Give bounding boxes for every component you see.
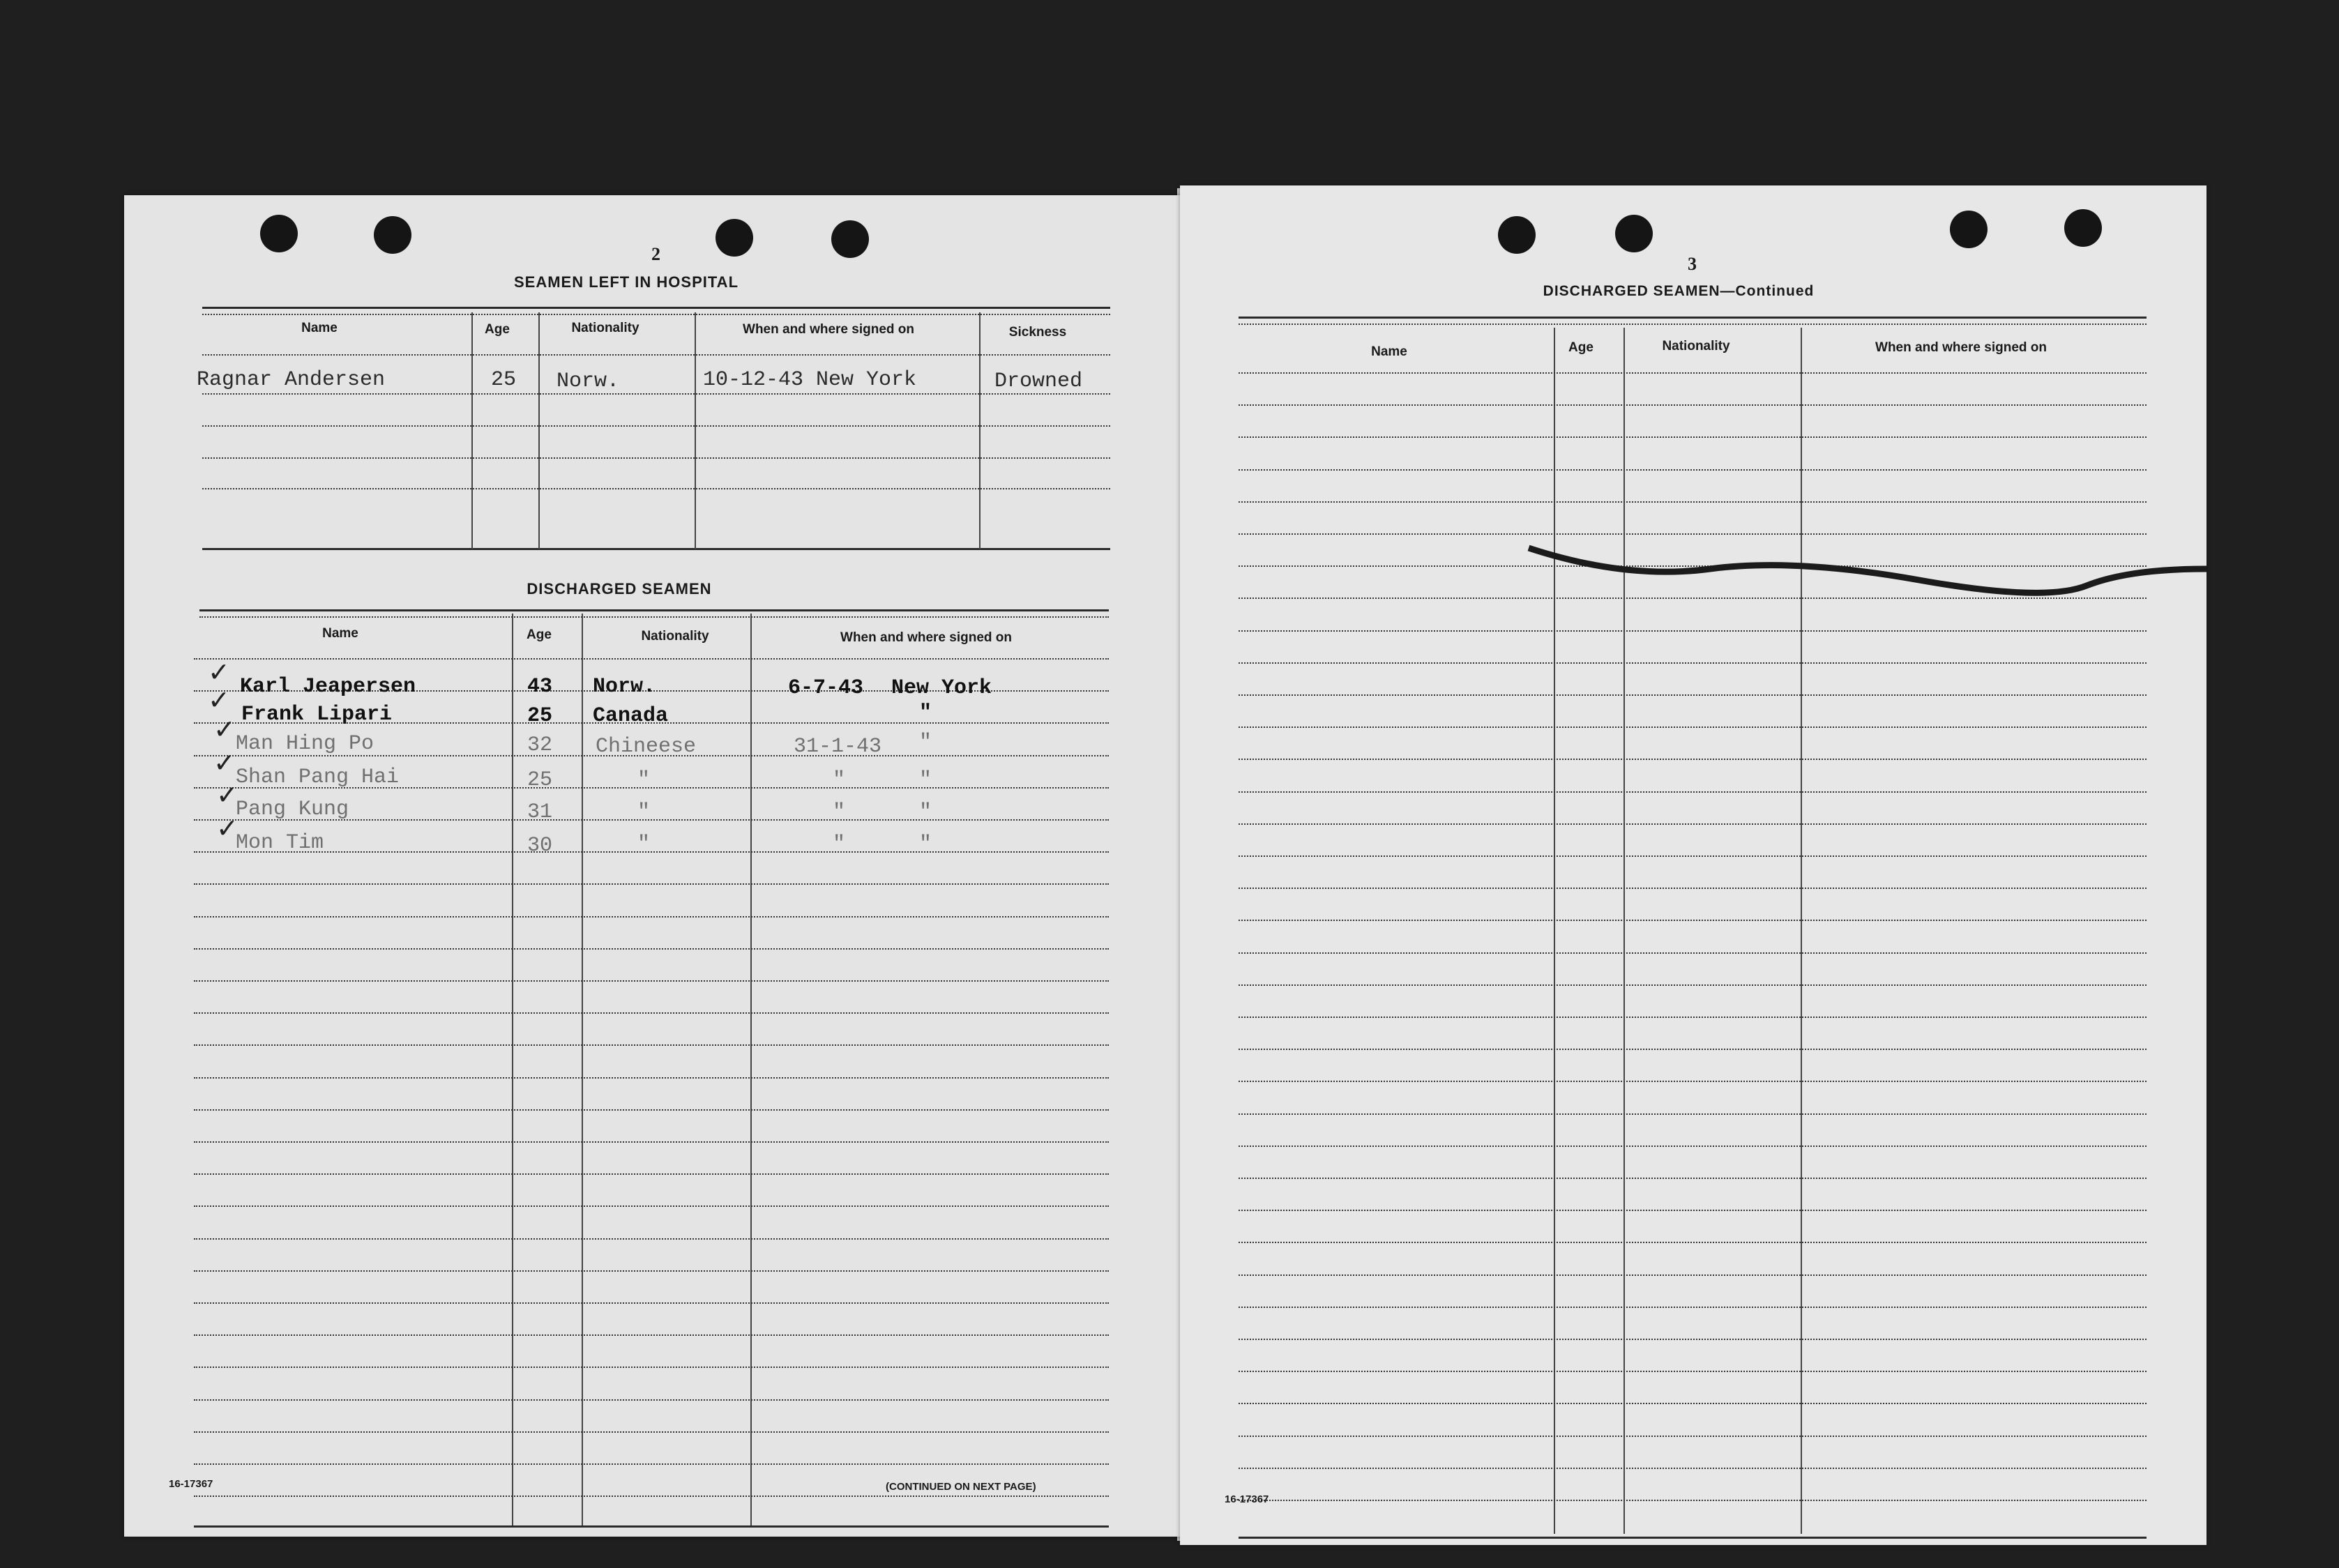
discharged-row-age: 32 xyxy=(527,733,553,757)
ruled-line xyxy=(1239,1371,2147,1372)
page-number: 2 xyxy=(651,244,660,264)
discharged-row-signed-place: " xyxy=(919,731,932,754)
ruled-line xyxy=(1239,1403,2147,1404)
right-page-title: DISCHARGED SEAMEN—Continued xyxy=(1543,283,1815,299)
column-divider xyxy=(695,312,696,549)
column-divider xyxy=(582,614,583,1527)
column-header-age: Age xyxy=(485,322,510,337)
hospital-row-name: Ragnar Andersen xyxy=(197,368,386,392)
column-header-signed-on: When and where signed on xyxy=(743,322,914,337)
ruled-line xyxy=(1239,823,2147,825)
ruled-line xyxy=(1239,855,2147,857)
discharged-row-name: Shan Pang Hai xyxy=(236,766,400,789)
discharged-row-name: Karl Jeapersen xyxy=(240,675,416,699)
checkmark-icon: ✓ xyxy=(216,779,239,810)
ruled-line xyxy=(194,980,1109,982)
discharged-row-signed-date: 6-7-43 xyxy=(788,676,864,700)
ruled-line xyxy=(1239,1468,2147,1469)
table-rule xyxy=(202,548,1110,550)
table-bottom-rule xyxy=(1239,1537,2147,1539)
ruled-line xyxy=(194,1431,1109,1433)
punch-hole xyxy=(2064,209,2102,247)
ruled-line xyxy=(194,1367,1109,1368)
ruled-line xyxy=(1239,888,2147,889)
ruled-line xyxy=(194,1334,1109,1336)
paper-tear xyxy=(1180,534,2206,618)
punch-hole xyxy=(260,215,298,252)
ruled-line xyxy=(1239,1081,2147,1082)
continued-note: (CONTINUED ON NEXT PAGE) xyxy=(886,1481,1036,1493)
table-rule xyxy=(199,616,1109,618)
table-rule xyxy=(202,457,1110,459)
column-header-nationality: Nationality xyxy=(641,629,709,644)
column-divider xyxy=(1623,328,1625,1534)
column-header-sickness: Sickness xyxy=(1008,325,1067,340)
discharged-row-nationality: " xyxy=(637,768,651,792)
column-header-name: Name xyxy=(1371,344,1407,359)
ruled-line xyxy=(1239,469,2147,471)
ruled-line xyxy=(1239,1210,2147,1211)
form-number: 16-17367 xyxy=(169,1478,213,1490)
discharged-row-age: 25 xyxy=(527,704,553,728)
checkmark-icon: ✓ xyxy=(208,657,230,687)
ruled-line xyxy=(194,883,1109,885)
discharged-row-signed-date: " xyxy=(833,832,846,856)
ruled-line xyxy=(194,658,1109,660)
ruled-line xyxy=(194,851,1109,853)
table-rule xyxy=(199,609,1109,611)
ruled-line xyxy=(194,948,1109,950)
hospital-row-sickness: Drowned xyxy=(994,370,1083,393)
ruled-line xyxy=(194,1012,1109,1014)
discharged-row-signed-place: " xyxy=(919,832,932,856)
ruled-line xyxy=(1239,404,2147,406)
discharged-row-signed-place: " xyxy=(919,768,932,792)
discharged-row-signed-place: " xyxy=(919,800,932,824)
column-header-name: Name xyxy=(301,321,338,335)
discharged-row-name: Frank Lipari xyxy=(241,703,393,726)
checkmark-icon: ✓ xyxy=(213,747,236,778)
discharged-row-nationality: Chineese xyxy=(596,735,697,759)
column-header-nationality: Nationality xyxy=(1662,339,1730,353)
right-page xyxy=(1180,185,2206,1545)
ruled-line xyxy=(1239,920,2147,921)
ruled-line xyxy=(1239,1242,2147,1243)
hospital-row-age: 25 xyxy=(491,368,517,392)
discharged-row-age: 43 xyxy=(527,675,553,699)
checkmark-icon: ✓ xyxy=(216,813,239,844)
column-divider xyxy=(1801,328,1802,1534)
ruled-line xyxy=(1239,791,2147,793)
ruled-line xyxy=(1239,759,2147,760)
ruled-line xyxy=(1239,1113,2147,1115)
column-header-nationality: Nationality xyxy=(571,321,639,335)
column-header-signed-on: When and where signed on xyxy=(1875,340,2047,355)
ruled-line xyxy=(1239,1017,2147,1018)
table-rule xyxy=(1239,324,2147,325)
ruled-line xyxy=(1239,1049,2147,1050)
discharged-row-signed-date: " xyxy=(833,768,846,792)
discharged-row-age: 25 xyxy=(527,768,553,792)
discharged-row-name: Mon Tim xyxy=(236,831,324,855)
ruled-line xyxy=(194,1044,1109,1046)
punch-hole xyxy=(1950,211,1988,248)
ruled-line xyxy=(1239,1500,2147,1501)
ruled-line xyxy=(194,1495,1109,1497)
discharged-row-age: 30 xyxy=(527,834,553,858)
discharged-row-nationality: Canada xyxy=(593,704,669,728)
discharged-row-name: Pang Kung xyxy=(236,798,349,821)
form-number: 16-17367 xyxy=(1225,1493,1269,1505)
ruled-line xyxy=(1239,372,2147,374)
ruled-line xyxy=(194,1270,1109,1272)
discharged-row-nationality: Norw. xyxy=(593,675,656,699)
ruled-line xyxy=(1239,1145,2147,1147)
hospital-section-title: SEAMEN LEFT IN HOSPITAL xyxy=(513,273,739,291)
ruled-line xyxy=(194,1173,1109,1175)
table-rule xyxy=(202,425,1110,427)
ruled-line xyxy=(1239,1436,2147,1437)
table-rule xyxy=(1239,317,2147,319)
column-divider xyxy=(750,614,752,1527)
punch-hole xyxy=(716,219,753,257)
hospital-row-signed-on: 10-12-43 New York xyxy=(703,368,917,392)
discharged-row-signed-date: " xyxy=(833,800,846,824)
ruled-line xyxy=(1239,501,2147,503)
punch-hole xyxy=(831,220,869,258)
table-rule xyxy=(202,393,1110,395)
punch-hole xyxy=(374,216,411,254)
ruled-line xyxy=(1239,726,2147,728)
discharged-row-signed-place: " xyxy=(919,701,932,725)
discharged-section-title: DISCHARGED SEAMEN xyxy=(527,580,712,597)
table-rule xyxy=(202,488,1110,489)
ruled-line xyxy=(194,1141,1109,1143)
ruled-line xyxy=(1239,984,2147,986)
discharged-row-nationality: " xyxy=(637,800,651,824)
discharged-row-signed-place: New York xyxy=(891,676,992,700)
page-number: 3 xyxy=(1688,254,1697,274)
ruled-line xyxy=(1239,1274,2147,1276)
ruled-line xyxy=(194,1399,1109,1401)
ruled-line xyxy=(1239,662,2147,664)
ruled-line xyxy=(194,1109,1109,1111)
column-header-signed-on: When and where signed on xyxy=(840,630,1012,645)
ruled-line xyxy=(1239,630,2147,632)
column-divider xyxy=(512,614,513,1527)
punch-hole xyxy=(1498,216,1536,254)
column-divider xyxy=(471,312,473,549)
table-rule xyxy=(202,354,1110,356)
column-divider xyxy=(1554,328,1555,1534)
ruled-line xyxy=(1239,694,2147,696)
column-header-age: Age xyxy=(1568,340,1594,355)
ruled-line xyxy=(1239,1339,2147,1340)
discharged-row-name: Man Hing Po xyxy=(236,732,374,756)
column-divider xyxy=(979,312,981,549)
left-page xyxy=(124,195,1183,1537)
checkmark-icon: ✓ xyxy=(213,714,236,745)
column-divider xyxy=(538,312,540,549)
ruled-line xyxy=(1239,1178,2147,1179)
ruled-line xyxy=(1239,952,2147,954)
discharged-row-signed-date: 31-1-43 xyxy=(794,735,882,759)
ruled-line xyxy=(194,1205,1109,1207)
hospital-row-nationality: Norw. xyxy=(557,370,620,393)
ruled-line xyxy=(194,916,1109,918)
table-rule xyxy=(202,307,1110,309)
punch-hole xyxy=(1615,215,1653,252)
discharged-row-age: 31 xyxy=(527,800,553,824)
ruled-line xyxy=(194,1077,1109,1079)
discharged-row-nationality: " xyxy=(637,832,651,856)
table-bottom-rule xyxy=(194,1525,1109,1528)
ruled-line xyxy=(194,1238,1109,1240)
ruled-line xyxy=(194,1463,1109,1465)
column-header-name: Name xyxy=(322,626,358,641)
column-header-age: Age xyxy=(527,627,552,642)
ruled-line xyxy=(194,1302,1109,1304)
ruled-line xyxy=(1239,1307,2147,1308)
ruled-line xyxy=(1239,436,2147,438)
checkmark-icon: ✓ xyxy=(208,685,230,715)
table-rule xyxy=(202,314,1110,315)
